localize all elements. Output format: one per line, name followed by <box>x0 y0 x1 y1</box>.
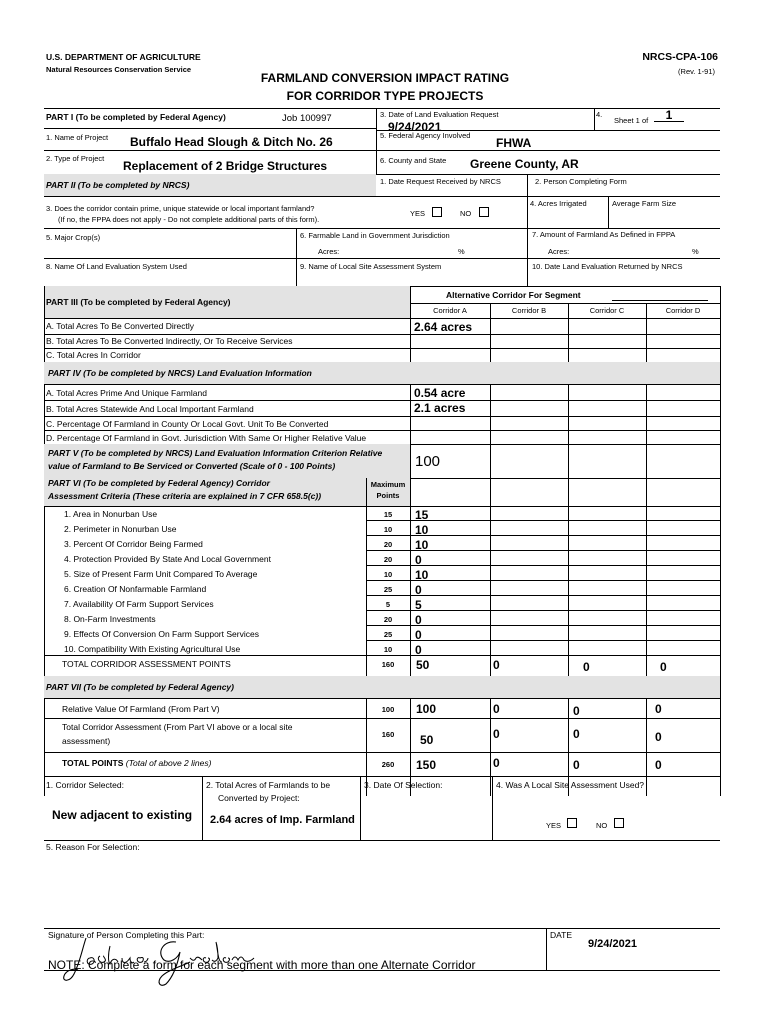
total-points-note: (Total of above 2 lines) <box>125 758 212 768</box>
q3-yes-checkbox[interactable] <box>432 207 442 217</box>
criteria-max-6: 25 <box>383 585 393 594</box>
farmable-pct-label: % <box>458 247 465 256</box>
q3-yes-label: YES <box>410 209 426 218</box>
note-text: NOTE: Complete a form for each segment with more than one Alternate Corridor <box>48 958 476 972</box>
relative-value-d[interactable]: 0 <box>655 702 662 716</box>
criteria-label-8: 8. On-Farm Investments <box>64 614 156 624</box>
criteria-max-1: 15 <box>383 510 393 519</box>
part5-line1: PART V (To be completed by NRCS) Land Evaluation Information Criterion Relative <box>48 448 383 458</box>
farmable-land-label: 6. Farmable Land in Government Jurisdiction <box>300 231 450 240</box>
total-points-d[interactable]: 0 <box>655 758 662 772</box>
part4-row-a-label: A. Total Acres Prime And Unique Farmland <box>46 388 207 398</box>
criteria-max-8: 20 <box>383 615 393 624</box>
avg-farm-size-label: Average Farm Size <box>612 199 677 208</box>
major-crops-label: 5. Major Crop(s) <box>46 233 101 242</box>
part3-row-a-label: A. Total Acres To Be Converted Directly <box>46 321 195 331</box>
signature-label: Signature of Person Completing this Part: <box>48 930 205 940</box>
date-request-value[interactable]: 9/24/2021 <box>388 120 442 134</box>
criteria-value-a-8[interactable]: 0 <box>415 613 422 627</box>
county-state-label: 6. County and State <box>380 156 447 165</box>
part2-heading: PART II (To be completed by NRCS) <box>46 180 190 190</box>
total-corr-line1: Total Corridor Assessment (From Part VI above or a local site <box>62 722 293 732</box>
criteria-max-9: 25 <box>383 630 393 639</box>
criteria-value-a-7[interactable]: 5 <box>415 598 422 612</box>
part4-heading: PART IV (To be completed by NRCS) Land Evaluation Information <box>48 368 312 378</box>
part3-row-b-label: B. Total Acres To Be Converted Indirectly, Or To Receive Services <box>46 336 293 346</box>
total-corridor-label: TOTAL CORRIDOR ASSESSMENT POINTS <box>62 659 231 669</box>
criteria-label-9: 9. Effects Of Conversion On Farm Support Services <box>64 629 259 639</box>
total-points-label: TOTAL POINTS <box>62 758 124 768</box>
federal-agency-label: 5. Federal Agency Involved <box>380 131 471 140</box>
q3-no-label: NO <box>460 209 472 218</box>
relative-value-max: 100 <box>381 705 395 714</box>
part7-heading: PART VII (To be completed by Federal Agency) <box>46 682 234 692</box>
local-site-used-label: 4. Was A Local Site Assessment Used? <box>496 780 645 790</box>
part4-row-c-label: C. Percentage Of Farmland in County Or Local Govt. Unit To Be Converted <box>46 419 329 429</box>
part4-row-a-value[interactable]: 0.54 acre <box>414 386 466 400</box>
job-number: Job 100997 <box>282 113 332 124</box>
local-site-yes-checkbox[interactable] <box>567 818 577 828</box>
local-site-yes-label: YES <box>546 821 562 830</box>
q3-no-checkbox[interactable] <box>479 207 489 217</box>
local-site-no-label: NO <box>596 821 608 830</box>
date-value[interactable]: 9/24/2021 <box>588 938 637 950</box>
corridor-selected-label: 1. Corridor Selected: <box>46 780 124 790</box>
project-type-value[interactable]: Replacement of 2 Bridge Structures <box>123 159 328 173</box>
criteria-label-1: 1. Area in Nonurban Use <box>64 509 158 519</box>
corridor-selected-value[interactable]: New adjacent to existing <box>52 808 193 822</box>
agency-name: U.S. DEPARTMENT OF AGRICULTURE <box>46 52 201 62</box>
part4-row-b-label: B. Total Acres Statewide And Local Important Farmland <box>46 404 254 414</box>
amount-farmland-label: 7. Amount of Farmland As Defined in FPPA <box>532 230 676 239</box>
date-selection-label: 3. Date Of Selection: <box>364 780 443 790</box>
federal-agency-value[interactable]: FHWA <box>496 136 532 150</box>
total-acres-value[interactable]: 2.64 acres of Imp. Farmland <box>210 814 355 826</box>
criteria-value-a-4[interactable]: 0 <box>415 553 422 567</box>
criteria-value-a-1[interactable]: 15 <box>415 508 429 522</box>
criteria-value-a-3[interactable]: 10 <box>415 538 429 552</box>
acres-irrigated-label: 4. Acres Irrigated <box>530 199 587 208</box>
criteria-max-2: 10 <box>383 525 393 534</box>
county-state-value[interactable]: Greene County, AR <box>470 157 579 171</box>
relative-value-a[interactable]: 100 <box>416 702 437 716</box>
part4-row-b-value[interactable]: 2.1 acres <box>414 401 466 415</box>
criteria-max-7: 5 <box>385 600 391 609</box>
form-number: NRCS-CPA-106 <box>642 51 718 63</box>
project-name-value[interactable]: Buffalo Head Slough & Ditch No. 26 <box>130 135 333 149</box>
criteria-value-a-2[interactable]: 10 <box>415 523 429 537</box>
total-corr-max: 160 <box>381 730 395 739</box>
criteria-label-10: 10. Compatibility With Existing Agricultural Use <box>64 644 241 654</box>
criteria-max-5: 10 <box>383 570 393 579</box>
corridor-a-header: Corridor A <box>433 306 467 315</box>
total-corr-b[interactable]: 0 <box>493 727 500 741</box>
criteria-value-a-6[interactable]: 0 <box>415 583 422 597</box>
criteria-max-10: 10 <box>383 645 393 654</box>
form-title: FARMLAND CONVERSION IMPACT RATING <box>260 71 510 85</box>
total-corridor-d[interactable]: 0 <box>660 660 667 674</box>
corridor-b-header: Corridor B <box>511 306 547 315</box>
part5-line2: value of Farmland to Be Serviced or Converted (Scale of 0 - 100 Points) <box>48 461 336 471</box>
criteria-label-5: 5. Size of Present Farm Unit Compared To Average <box>64 569 258 579</box>
project-name-label: 1. Name of Project <box>46 133 109 142</box>
max-points-header1: Maximum <box>370 480 406 489</box>
part3-heading: PART III (To be completed by Federal Agency) <box>46 297 231 307</box>
relative-value-label: Relative Value Of Farmland (From Part V) <box>62 704 220 714</box>
local-site-no-checkbox[interactable] <box>614 818 624 828</box>
criteria-label-6: 6. Creation Of Nonfarmable Farmland <box>64 584 207 594</box>
total-points-b[interactable]: 0 <box>493 756 500 770</box>
corridor-d-header: Corridor D <box>665 306 701 315</box>
part3-row-a-value[interactable]: 2.64 acres <box>414 320 473 334</box>
date-returned-label: 10. Date Land Evaluation Returned by NRCS <box>532 262 683 271</box>
criteria-label-2: 2. Perimeter in Nonurban Use <box>64 524 177 534</box>
part1-heading: PART I (To be completed by Federal Agency) <box>46 112 226 122</box>
item-4-label: 4. <box>596 110 603 119</box>
total-corr-d[interactable]: 0 <box>655 730 662 744</box>
total-points-c[interactable]: 0 <box>573 758 580 772</box>
part5-value-a[interactable]: 100 <box>415 453 441 470</box>
criteria-label-7: 7. Availability Of Farm Support Services <box>64 599 214 609</box>
sheet-value[interactable]: 1 <box>654 109 684 122</box>
total-corr-a[interactable]: 50 <box>420 733 434 747</box>
part6-line2: Assessment Criteria (These criteria are explained in 7 CFR 658.5(c)) <box>48 491 322 501</box>
q3-line1: 3. Does the corridor contain prime, unique statewide or local important farmland? <box>46 204 315 213</box>
total-corr-c[interactable]: 0 <box>573 727 580 741</box>
local-site-label: 9. Name of Local Site Assessment System <box>300 262 442 271</box>
amount-acres-label: Acres: <box>548 247 570 256</box>
max-points-header2: Points <box>376 491 400 500</box>
criteria-max-3: 20 <box>383 540 393 549</box>
total-acres-label1: 2. Total Acres of Farmlands to be <box>206 780 331 790</box>
alt-corridor-header: Alternative Corridor For Segment <box>446 290 581 300</box>
date-received-label: 1. Date Request Received by NRCS <box>380 177 501 186</box>
total-acres-label2: Converted by Project: <box>218 793 300 803</box>
criteria-max-4: 20 <box>383 555 393 564</box>
q3-line2: (If no, the FPPA does not apply - Do not complete additional parts of this form). <box>58 215 320 224</box>
person-completing-label: 2. Person Completing Form <box>535 177 627 186</box>
total-corridor-b[interactable]: 0 <box>493 658 500 672</box>
criteria-label-3: 3. Percent Of Corridor Being Farmed <box>64 539 203 549</box>
relative-value-b[interactable]: 0 <box>493 702 500 716</box>
reason-label: 5. Reason For Selection: <box>46 842 140 852</box>
criteria-value-a-10[interactable]: 0 <box>415 643 422 657</box>
total-points-max: 260 <box>381 760 395 769</box>
part6-line1: PART VI (To be completed by Federal Agency) Corridor <box>48 478 270 488</box>
criteria-value-a-5[interactable]: 10 <box>415 568 429 582</box>
form-subtitle: FOR CORRIDOR TYPE PROJECTS <box>286 89 484 103</box>
service-name: Natural Resources Conservation Service <box>46 65 192 74</box>
part4-row-d-label: D. Percentage Of Farmland in Govt. Jurisdiction With Same Or Higher Relative Value <box>46 433 367 443</box>
total-points-a[interactable]: 150 <box>416 758 437 772</box>
total-corr-line2: assessment) <box>62 736 111 746</box>
criteria-label-4: 4. Protection Provided By State And Local Government <box>64 554 271 564</box>
part3-row-c-label: C. Total Acres In Corridor <box>46 350 141 360</box>
amount-pct-label: % <box>692 247 699 256</box>
sheet-label: Sheet 1 of <box>614 116 649 125</box>
form-revision: (Rev. 1-91) <box>678 67 715 76</box>
project-type-label: 2. Type of Project <box>46 154 105 163</box>
total-corridor-c[interactable]: 0 <box>583 660 590 674</box>
total-corridor-max: 160 <box>381 660 395 669</box>
criteria-value-a-9[interactable]: 0 <box>415 628 422 642</box>
corridor-c-header: Corridor C <box>589 306 625 315</box>
total-corridor-a[interactable]: 50 <box>416 658 430 672</box>
date-request-label: 3. Date of Land Evaluation Request <box>380 110 499 119</box>
relative-value-c[interactable]: 0 <box>573 704 580 718</box>
farmable-acres-label: Acres: <box>318 247 340 256</box>
date-label: DATE <box>550 930 573 940</box>
system-used-label: 8. Name Of Land Evaluation System Used <box>46 262 187 271</box>
